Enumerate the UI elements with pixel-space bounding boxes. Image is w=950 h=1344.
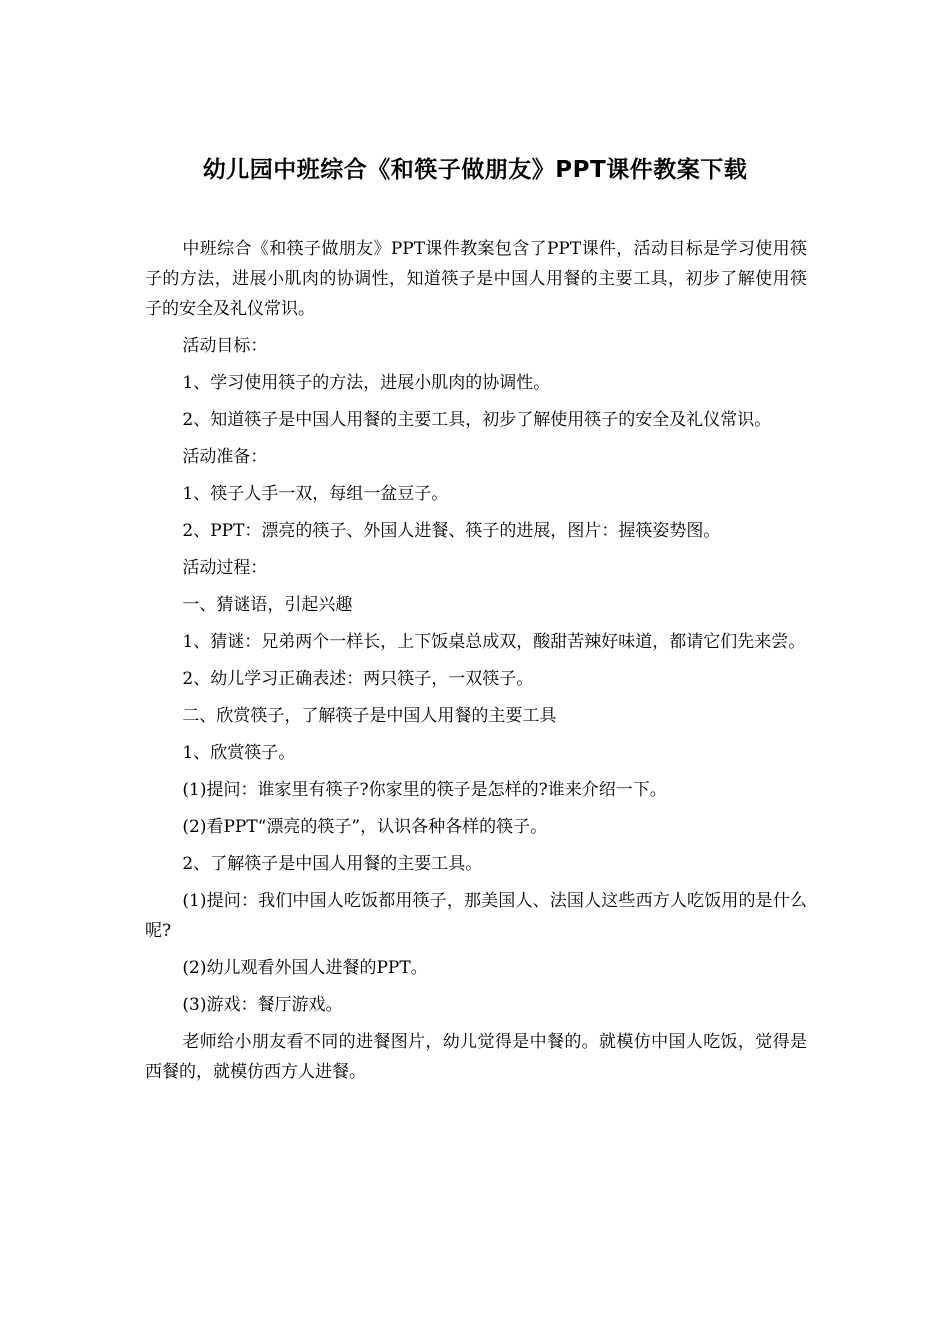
- riddle-paragraph: 1、猜谜：兄弟两个一样长，上下饭桌总成双，酸甜苦辣好味道，都请它们先来尝。: [182, 632, 806, 652]
- goal-item-1: 1、学习使用筷子的方法，进展小肌肉的协调性。: [182, 373, 551, 393]
- document-title: 幼儿园中班综合《和筷子做朋友》PPT课件教案下载: [202, 157, 748, 183]
- understand-item: 2、了解筷子是中国人用餐的主要工具。: [182, 854, 483, 874]
- question-item-1: (1)提问：谁家里有筷子?你家里的筷子是怎样的?谁来介绍一下。: [182, 780, 667, 800]
- goal-item-2: 2、知道筷子是中国人用餐的主要工具，初步了解使用筷子的安全及礼仪常识。: [182, 410, 772, 430]
- process-step-2-heading: 二、欣赏筷子，了解筷子是中国人用餐的主要工具: [182, 706, 557, 726]
- ppt-item-1: (2)看PPT“漂亮的筷子”，认识各种各样的筷子。: [182, 817, 548, 837]
- preparation-item-2: 2、PPT：漂亮的筷子、外国人进餐、筷子的进展，图片：握筷姿势图。: [182, 521, 721, 541]
- intro-paragraph: 中班综合《和筷子做朋友》PPT课件教案包含了PPT课件，活动目标是学习使用筷子的方法，进展小肌肉的协调性，知道筷子是中国人用餐的主要工具，初步了解使用筷子的安全及礼仪常识。: [145, 239, 807, 319]
- ppt-item-2: (2)幼儿观看外国人进餐的PPT。: [182, 958, 428, 978]
- section-heading-preparation: 活动准备：: [182, 447, 268, 467]
- preparation-item-1: 1、筷子人手一双，每组一盆豆子。: [182, 484, 449, 504]
- game-item: (3)游戏：餐厅游戏。: [182, 995, 343, 1015]
- question-item-2: (1)提问：我们中国人吃饭都用筷子，那美国人、法国人这些西方人吃饭用的是什么呢?: [145, 891, 807, 941]
- document-body: [145, 234, 807, 1094]
- section-heading-goals: 活动目标：: [182, 336, 268, 356]
- section-heading-process: 活动过程：: [182, 558, 268, 578]
- appreciate-item: 1、欣赏筷子。: [182, 743, 296, 763]
- process-step-1-heading: 一、猜谜语，引起兴趣: [182, 595, 353, 615]
- game-description: 老师给小朋友看不同的进餐图片，幼儿觉得是中餐的。就模仿中国人吃饭，觉得是西餐的，就模仿西方人进餐。: [145, 1032, 807, 1082]
- expression-paragraph: 2、幼儿学习正确表述：两只筷子，一双筷子。: [182, 669, 534, 689]
